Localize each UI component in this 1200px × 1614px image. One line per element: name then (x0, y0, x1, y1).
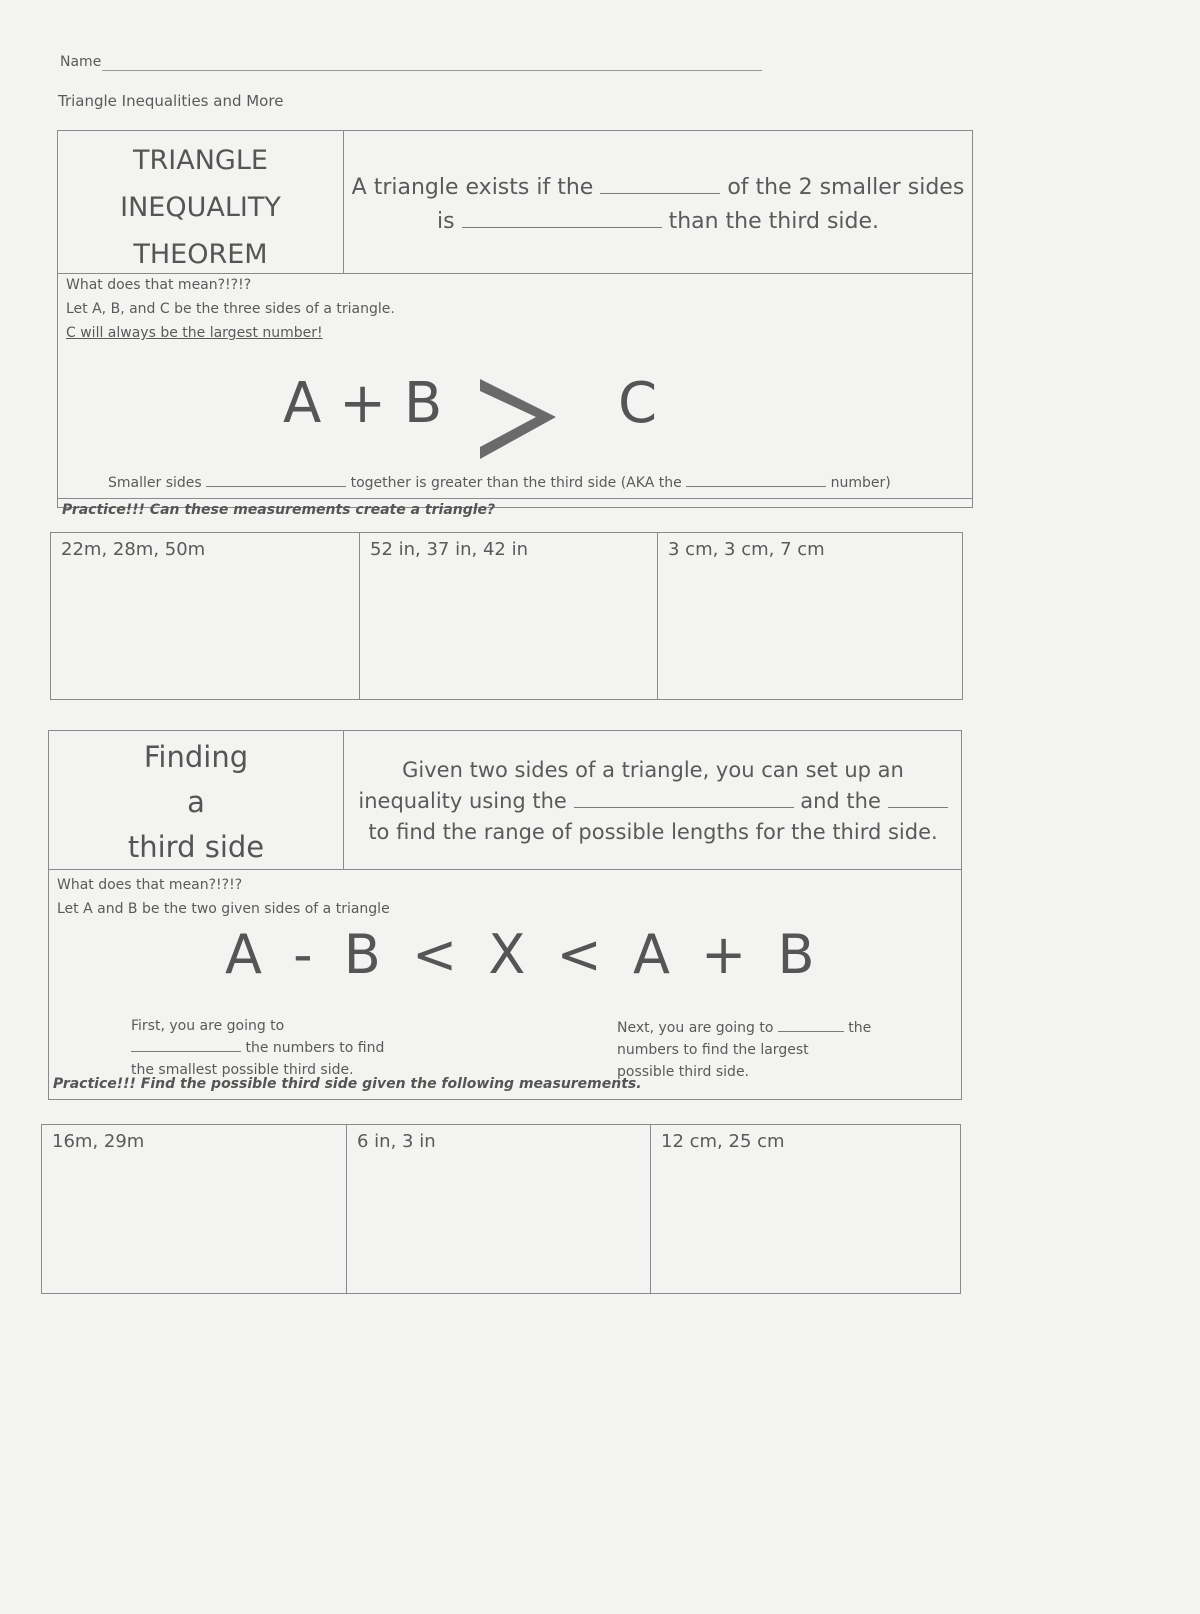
name-blank-line[interactable] (102, 70, 762, 71)
practice-label: Practice!!! Can these measurements create a triangle? (62, 502, 496, 518)
step-line: possible third side. (617, 1064, 750, 1080)
practice-table (41, 1124, 961, 1294)
fill-in-blank[interactable] (131, 1051, 241, 1052)
step-line: First, you are going to (131, 1018, 285, 1034)
third-side-title-line: third side (127, 830, 265, 864)
name-label: Name (60, 54, 102, 70)
formula-right: C (618, 371, 658, 436)
practice-cell[interactable] (51, 533, 359, 699)
statement-line: Given two sides of a triangle, you can set up an (402, 758, 904, 782)
formula-left: A + B (283, 371, 443, 436)
statement-text: and the (800, 789, 881, 813)
practice-table (50, 532, 963, 700)
divider (343, 131, 344, 273)
theorem-statement (350, 171, 966, 239)
practice-cell[interactable] (650, 1125, 960, 1293)
theorem-text: A triangle exists if the (351, 175, 594, 200)
meaning-question: What does that mean?!?!? (57, 877, 243, 893)
first-step (131, 1015, 431, 1081)
worksheet-subtitle: Triangle Inequalities and More (58, 92, 284, 110)
fill-in-blank[interactable] (778, 1031, 844, 1032)
fill-in-blank[interactable] (462, 227, 662, 228)
greater-than-symbol (478, 377, 558, 461)
step-line: numbers to find the largest (617, 1042, 809, 1058)
meaning-line-underlined: C will always be the largest number! (66, 325, 323, 341)
theorem-meaning (66, 273, 395, 345)
third-side-title (49, 735, 343, 870)
greater-than-text: > (478, 377, 479, 378)
smaller-sides-sentence (108, 475, 968, 491)
practice-measurement: 3 cm, 3 cm, 7 cm (668, 539, 825, 560)
sentence-text: Smaller sides (108, 475, 202, 491)
divider (343, 731, 344, 869)
practice-cell[interactable] (42, 1125, 346, 1293)
practice-measurement: 22m, 28m, 50m (61, 539, 206, 560)
practice-measurement: 12 cm, 25 cm (661, 1131, 785, 1152)
step-text: the numbers to find (245, 1040, 385, 1056)
third-side-meaning (57, 873, 390, 921)
meaning-line: Let A and B be the two given sides of a triangle (57, 901, 390, 917)
practice-cell[interactable] (657, 533, 962, 699)
sentence-text: number) (830, 475, 891, 491)
theorem-text: of the 2 smaller sides (727, 175, 965, 200)
meaning-line: Let A, B, and C be the three sides of a triangle. (66, 301, 395, 317)
third-side-title-line: Finding (143, 740, 249, 774)
fill-in-blank[interactable] (600, 193, 720, 194)
fill-in-blank[interactable] (574, 807, 794, 808)
sentence-text: together is greater than the third side (AKA the (350, 475, 682, 491)
fill-in-blank[interactable] (888, 807, 948, 808)
practice-cell[interactable] (346, 1125, 650, 1293)
theorem-title-line: INEQUALITY (120, 192, 281, 223)
third-side-title-line: a (187, 785, 205, 819)
step-line: the smallest possible third side. (131, 1062, 354, 1078)
statement-text: inequality using the (358, 789, 567, 813)
theorem-title (58, 137, 343, 278)
practice-label: Practice!!! Find the possible third side given the following measurements. (53, 1076, 642, 1092)
theorem-title-line: THEOREM (133, 239, 268, 270)
practice-measurement: 52 in, 37 in, 42 in (370, 539, 528, 560)
practice-cell[interactable] (359, 533, 657, 699)
step-text: Next, you are going to (617, 1020, 774, 1036)
practice-measurement: 6 in, 3 in (357, 1131, 436, 1152)
theorem-title-line: TRIANGLE (133, 145, 268, 176)
theorem-box (57, 130, 973, 518)
practice-header (58, 498, 972, 518)
practice-measurement: 16m, 29m (52, 1131, 145, 1152)
practice-header (49, 1073, 961, 1092)
theorem-formula (58, 359, 974, 449)
third-side-formula: A - B < X < A + B (225, 923, 817, 986)
fill-in-blank[interactable] (686, 486, 826, 487)
step-text: the (848, 1020, 872, 1036)
statement-line: to find the range of possible lengths for the third side. (368, 820, 938, 844)
third-side-statement (349, 755, 957, 848)
meaning-question: What does that mean?!?!? (66, 277, 252, 293)
fill-in-blank[interactable] (206, 486, 346, 487)
third-side-box (48, 730, 962, 1100)
theorem-text: than the third side. (668, 209, 880, 234)
theorem-text: is (436, 209, 455, 234)
